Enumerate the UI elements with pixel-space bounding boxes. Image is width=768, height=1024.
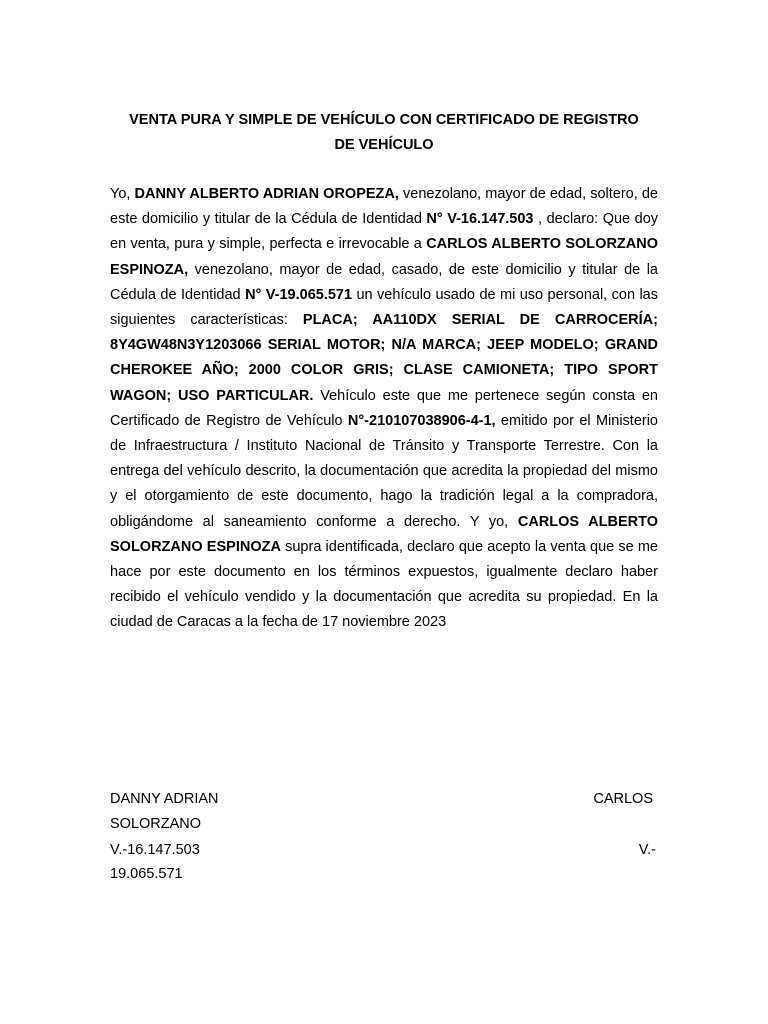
contract-body bbox=[110, 182, 658, 636]
body-text-4: venezolano, mayor de edad, casado, de este domicilio y titular de la Cédula de Identidad bbox=[110, 261, 658, 303]
signature-buyer-id-prefix: V.- bbox=[638, 842, 656, 858]
document-title bbox=[0, 108, 768, 158]
body-text-5: un vehículo usado de mi uso personal, con las siguientes características: bbox=[110, 286, 658, 329]
body-text-8: supra identificada, declaro que acepto la venta que se me hace por este documento en los términos expuestos, igualmente declaro haber recibido el vehículo vendido y la documentación que acredita su propiedad. En la ciudad de Caracas a la fecha de 17 noviembre 2023 bbox=[110, 538, 658, 631]
body-text-7: emitido por el Ministerio de Infraestructura / Instituto Nacional de Tránsito y Transporte Terrestre. Con la entrega del vehículo descrito, la documentación que acredita la propiedad del mismo y el otorgamiento de este documento, hago la tradición legal a la compradora, obligándome al saneamiento conforme a derecho. Y yo, bbox=[110, 412, 658, 530]
body-text-1: Yo, bbox=[110, 186, 135, 202]
signature-seller-id: V.-16.147.503 bbox=[110, 842, 200, 858]
buyer-id: N° V-19.065.571 bbox=[245, 286, 353, 303]
body-text-2: venezolano, mayor de edad, soltero, de este domicilio y titular de la Cédula de Identidad bbox=[110, 186, 658, 228]
buyer-name: CARLOS ALBERTO SOLORZANO ESPINOZA, bbox=[110, 236, 658, 278]
body-text-3: , declaro: Que doy en venta, pura y simple, perfecta e irrevocable a bbox=[110, 211, 659, 253]
vehicle-specs: PLACA; AA110DX SERIAL DE CARROCERÍA; 8Y4GW48N3Y1203066 SERIAL MOTOR; N/A MARCA; JEEP MODELO; GRAND CHEROKEE AÑO; 2000 COLOR GRIS; CLASE CAMIONETA; TIPO SPORT WAGON; USO PARTICULAR. bbox=[110, 312, 658, 404]
body-text-6: Vehículo este que me pertenece según consta en Certificado de Registro de Vehículo bbox=[110, 387, 658, 429]
seller-id: N° V-16.147.503 bbox=[426, 211, 534, 228]
buyer-name-repeat: CARLOS ALBERTO SOLORZANO ESPINOZA bbox=[110, 513, 658, 555]
title-line-2: DE VEHÍCULO bbox=[334, 137, 434, 153]
signature-buyer-id-number: 19.065.571 bbox=[110, 866, 183, 882]
signature-buyer-name: CARLOS bbox=[593, 791, 653, 807]
certificate-number: N°-210107038906-4-1, bbox=[347, 412, 496, 429]
signature-seller-name: DANNY ADRIAN bbox=[110, 791, 219, 807]
signature-buyer-name-cont: SOLORZANO bbox=[110, 816, 202, 832]
seller-name: DANNY ALBERTO ADRIAN OROPEZA, bbox=[134, 186, 399, 202]
title-line-1: VENTA PURA Y SIMPLE DE VEHÍCULO CON CERTIFICADO DE REGISTRO bbox=[129, 112, 639, 128]
